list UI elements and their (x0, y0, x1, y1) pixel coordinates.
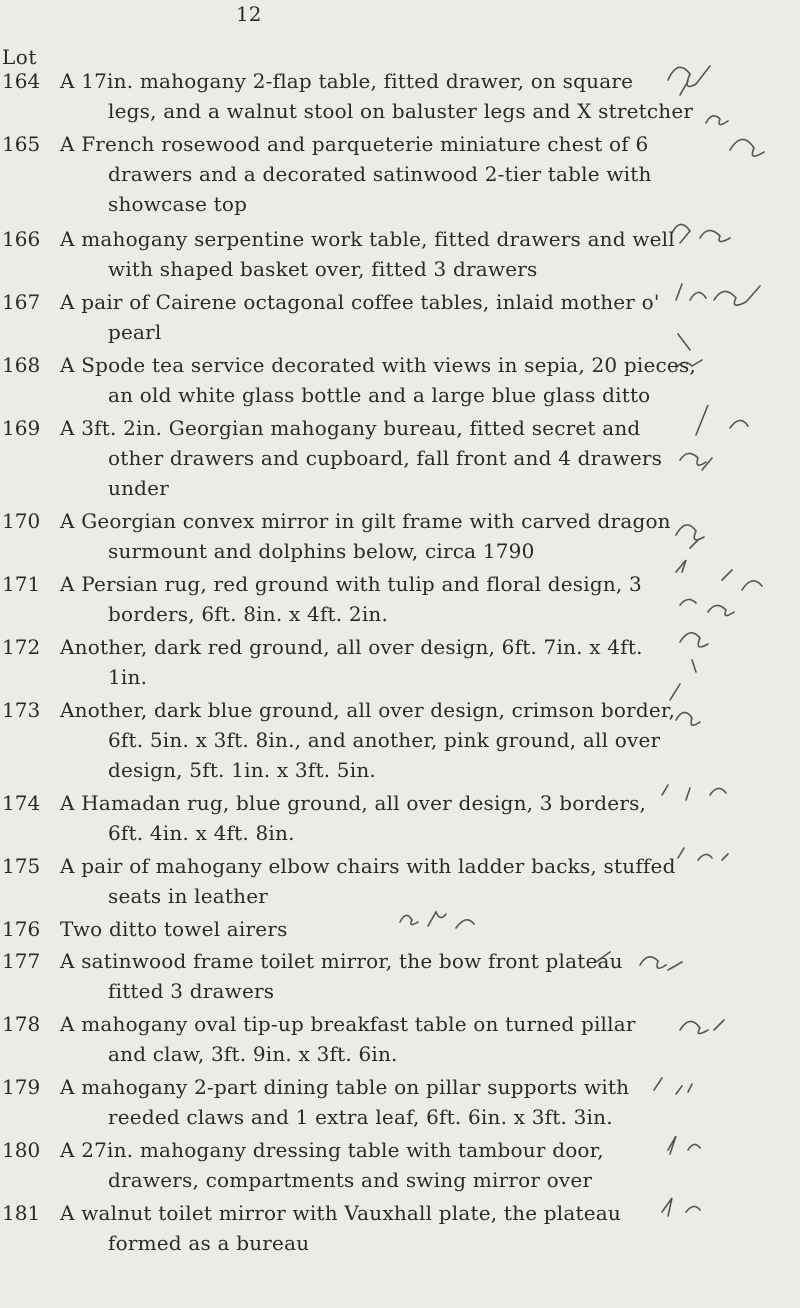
lot-description-line: A Spode tea service decorated with views in sepia, 20 pieces, (60, 353, 696, 377)
lot-description-line: drawers and a decorated satinwood 2-tier table with (108, 162, 652, 186)
lot-description-line: 6ft. 5in. x 3ft. 8in., and another, pink ground, all over (108, 728, 661, 752)
lot-description-line: design, 5ft. 1in. x 3ft. 5in. (108, 758, 376, 782)
lot-number: 173 (2, 698, 41, 722)
lot-description-line: A satinwood frame toilet mirror, the bow front plateau (60, 949, 623, 973)
lot-description-line: surmount and dolphins below, circa 1790 (108, 539, 535, 563)
lot-number: 171 (2, 572, 41, 596)
lot-number: 164 (2, 69, 41, 93)
lot-description-line: formed as a bureau (108, 1231, 310, 1255)
lot-number: 176 (2, 917, 41, 941)
lot-number: 181 (2, 1201, 41, 1225)
lot-description-line: A Persian rug, red ground with tulip and floral design, 3 (60, 572, 642, 596)
lot-description-line: other drawers and cupboard, fall front and 4 drawers (108, 446, 663, 470)
lot-description-line: A mahogany serpentine work table, fitted drawers and well (60, 227, 675, 251)
lot-description-line: A mahogany 2-part dining table on pillar supports with (60, 1075, 630, 1099)
lot-description-line: Another, dark blue ground, all over design, crimson border, (60, 698, 676, 722)
lot-description-line: 1in. (108, 665, 148, 689)
lot-number: 172 (2, 635, 41, 659)
lot-description-line: fitted 3 drawers (108, 979, 275, 1003)
lot-description-line: A pair of Cairene octagonal coffee tables, inlaid mother o' (60, 290, 660, 314)
lot-description-line: legs, and a walnut stool on baluster legs and X stretcher (108, 99, 694, 123)
lot-description-line: pearl (108, 320, 162, 344)
lot-number: 180 (2, 1138, 41, 1162)
lot-number: 179 (2, 1075, 41, 1099)
lot-description-line: showcase top (108, 192, 248, 216)
lot-description-line: and claw, 3ft. 9in. x 3ft. 6in. (108, 1042, 398, 1066)
lot-description-line: drawers, compartments and swing mirror over (108, 1168, 593, 1192)
lot-number: 169 (2, 416, 41, 440)
lot-description-line: A French rosewood and parqueterie miniature chest of 6 (60, 132, 649, 156)
lot-description-line: A Georgian convex mirror in gilt frame with carved dragon (60, 509, 671, 533)
lot-description-line: seats in leather (108, 884, 268, 908)
lot-description-line: under (108, 476, 169, 500)
page-number: 12 (236, 2, 262, 26)
lot-number: 168 (2, 353, 41, 377)
lot-number: 175 (2, 854, 41, 878)
lot-description-line: A pair of mahogany elbow chairs with ladder backs, stuffed (60, 854, 676, 878)
lot-number: 167 (2, 290, 41, 314)
lot-number: 178 (2, 1012, 41, 1036)
lot-description-line: A 17in. mahogany 2-flap table, fitted drawer, on square (60, 69, 634, 93)
lot-description-line: with shaped basket over, fitted 3 drawers (108, 257, 538, 281)
lot-description-line: A walnut toilet mirror with Vauxhall plate, the plateau (60, 1201, 621, 1225)
lot-description-line: Another, dark red ground, all over design, 6ft. 7in. x 4ft. (60, 635, 643, 659)
lot-description-line: A 27in. mahogany dressing table with tambour door, (60, 1138, 604, 1162)
lot-description-line: A Hamadan rug, blue ground, all over design, 3 borders, (60, 791, 647, 815)
lot-number: 177 (2, 949, 41, 973)
lot-description-line: borders, 6ft. 8in. x 4ft. 2in. (108, 602, 389, 626)
lot-number: 174 (2, 791, 41, 815)
lot-description-line: 6ft. 4in. x 4ft. 8in. (108, 821, 295, 845)
lot-number: 170 (2, 509, 41, 533)
lot-description-line: A mahogany oval tip-up breakfast table on turned pillar (60, 1012, 636, 1036)
lot-description-line: Two ditto towel airers (60, 917, 288, 941)
lot-number: 166 (2, 227, 41, 251)
lot-column-header: Lot (2, 45, 37, 69)
lot-description-line: an old white glass bottle and a large blue glass ditto (108, 383, 651, 407)
lot-number: 165 (2, 132, 41, 156)
lot-description-line: reeded claws and 1 extra leaf, 6ft. 6in. x 3ft. 3in. (108, 1105, 613, 1129)
lot-description-line: A 3ft. 2in. Georgian mahogany bureau, fitted secret and (60, 416, 641, 440)
